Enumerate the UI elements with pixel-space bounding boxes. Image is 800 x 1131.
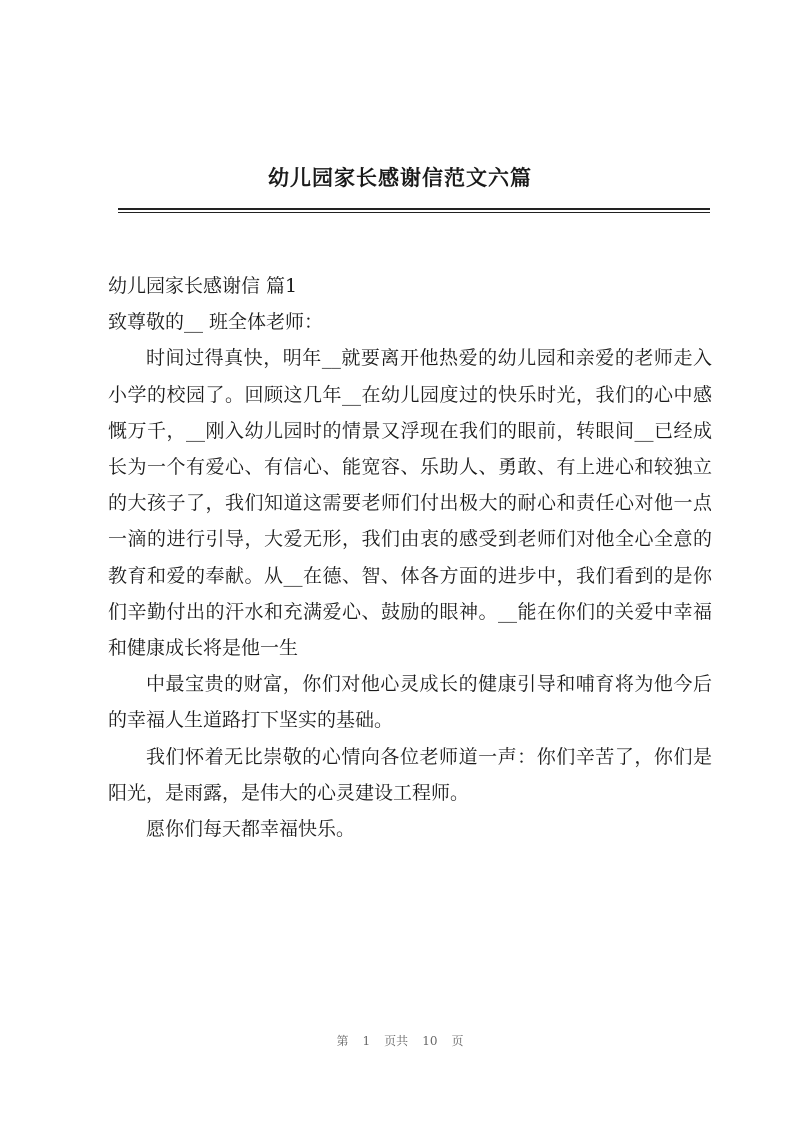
body-paragraph-3: 我们怀着无比崇敬的心情向各位老师道一声：你们辛苦了，你们是阳光，是雨露，是伟大的心灵建设工程师。 [108, 745, 712, 804]
footer-label-pages: 页 [451, 1034, 464, 1048]
footer-label-of: 页共 [384, 1034, 409, 1048]
document-title: 幼儿园家长感谢信范文六篇 [268, 165, 532, 190]
salutation: 致尊敬的__ 班全体老师： [108, 311, 324, 334]
document-body [108, 268, 712, 847]
body-paragraph-2: 中最宝贵的财富，你们对他心灵成长的健康引导和哺育将为他今后的幸福人生道路打下坚实的基础。 [108, 673, 712, 732]
footer-current-page: 1 [362, 1034, 371, 1048]
body-paragraph-1: 时间过得真快，明年__就要离开他热爱的幼儿园和亲爱的老师走入小学的校园了。回顾这几年__在幼儿园度过的快乐时光，我们的心中感慨万千，__刚入幼儿园时的情景又浮现在我们的眼前，转眼间__已经成长为一个有爱心、有信心、能宽容、乐助人、勇敢、有上进心和较独立的大孩子了，我们知道这需要老师们付出极大的耐心和责任心对他一点一滴的进行引导，大爱无形，我们由衷的感受到老师们对他全心全意的教育和爱的奉献。从__在德、智、体各方面的进步中，我们看到的是你们辛勤付出的汗水和充满爱心、鼓励的眼神。__能在你们的关爱中幸福和健康成长将是他一生 [108, 347, 712, 660]
footer-label-page: 第 [336, 1034, 349, 1048]
section-heading: 幼儿园家长感谢信 篇1 [108, 275, 298, 297]
page-footer [0, 1032, 800, 1049]
title-divider [118, 208, 710, 213]
footer-total-pages: 10 [422, 1034, 438, 1048]
body-paragraph-4: 愿你们每天都幸福快乐。 [146, 818, 356, 841]
